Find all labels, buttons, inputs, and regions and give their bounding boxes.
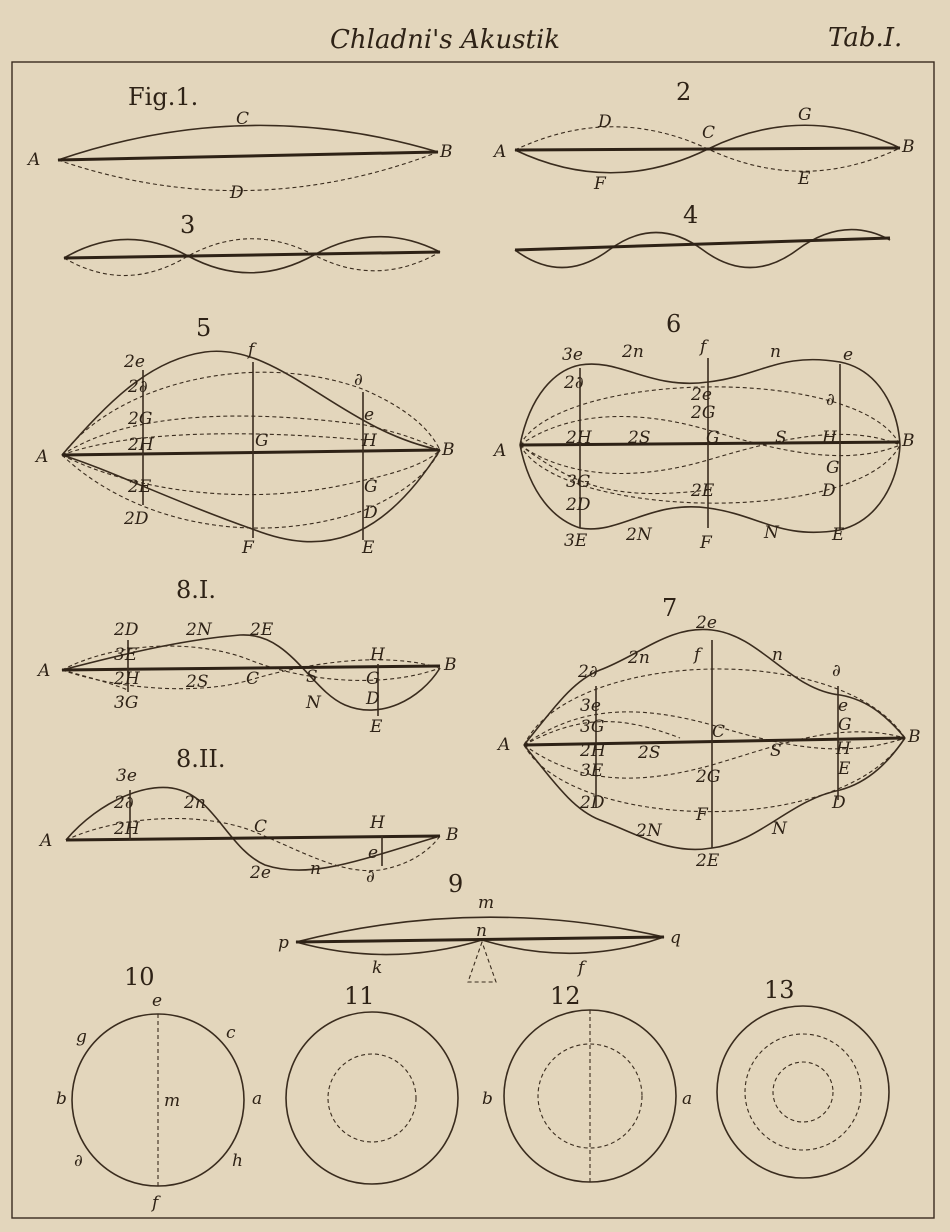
label-D: D (598, 112, 612, 132)
plate-circle (717, 1006, 889, 1178)
nodal-circle-outer (745, 1034, 861, 1150)
label-2S: 2S (628, 428, 651, 448)
label-d: ∂ (832, 661, 841, 681)
label-a: a (252, 1089, 263, 1109)
label-N: N (772, 819, 787, 839)
label-d: ∂ (74, 1151, 83, 1171)
figure-1 (26, 83, 453, 203)
string-line (58, 152, 438, 160)
label-D: D (832, 793, 846, 813)
label-E: E (362, 538, 375, 558)
label-B: B (444, 655, 457, 675)
label-E: E (798, 169, 811, 189)
string-curve-dashed (62, 450, 440, 495)
label-e: e (843, 345, 854, 365)
label-2G: 2G (128, 409, 153, 429)
label-2G: 2G (691, 403, 716, 423)
label-2E: 2E (691, 481, 715, 501)
label-e: e (368, 843, 379, 863)
label-C: C (254, 817, 268, 837)
figure-12 (482, 982, 692, 1182)
label-f: f (694, 645, 701, 665)
plate-border (12, 62, 934, 1218)
label-N: N (764, 523, 779, 543)
label-2e: 2e (691, 385, 712, 405)
figure-8-II (38, 745, 459, 887)
figure-6-number: 6 (666, 310, 682, 338)
label-2H: 2H (114, 819, 140, 839)
figure-7 (496, 594, 921, 871)
label-H: H (822, 428, 837, 448)
label-2d: 2∂ (564, 373, 584, 393)
label-a: a (682, 1089, 693, 1109)
label-2e: 2e (696, 613, 717, 633)
label-E: E (832, 525, 845, 545)
label-D: D (230, 183, 244, 203)
label-e: e (364, 405, 375, 425)
label-H: H (836, 739, 851, 759)
label-A: A (38, 661, 51, 681)
label-C: G (706, 428, 720, 448)
figure-2 (492, 78, 915, 194)
string-curve-dashed (520, 445, 708, 494)
label-B: B (908, 727, 921, 747)
label-3G: 3G (566, 472, 591, 492)
label-e: e (838, 696, 849, 716)
label-2N: 2N (626, 525, 652, 545)
label-3E: 3E (114, 645, 138, 665)
label-k: k (372, 958, 383, 978)
label-G: G (798, 105, 812, 125)
string-curve-upper (62, 351, 440, 455)
label-B: B (442, 440, 455, 460)
string-curve-lower (62, 450, 440, 542)
label-2S: 2S (186, 672, 209, 692)
label-2D: 2D (566, 495, 591, 515)
label-F: F (594, 174, 606, 194)
label-C: C (246, 669, 260, 689)
label-f: f (578, 958, 585, 978)
label-G: G (364, 477, 378, 497)
label-3e: 3e (562, 345, 583, 365)
label-2D: 2D (114, 620, 139, 640)
label-2S: 2S (638, 743, 661, 763)
label-f: f (152, 1193, 159, 1213)
label-D: D (364, 503, 378, 523)
label-3E: 3E (580, 761, 604, 781)
label-A: A (36, 447, 49, 467)
label-G: G (838, 715, 852, 735)
label-e: e (152, 991, 163, 1011)
label-E: E (370, 717, 383, 737)
label-S: S (306, 667, 318, 687)
label-B: B (902, 431, 915, 451)
figure-3-number: 3 (180, 211, 196, 239)
label-A: A (40, 831, 53, 851)
figure-10 (56, 963, 262, 1213)
label-F: F (700, 533, 712, 553)
nodal-circle-inner (773, 1062, 833, 1122)
figure-1-number: Fig.1. (128, 83, 199, 111)
label-N: N (306, 693, 321, 713)
label-2H: 2H (580, 741, 606, 761)
figure-3 (64, 211, 440, 276)
nodal-circle (328, 1054, 416, 1142)
label-G: G (366, 669, 380, 689)
label-b: b (482, 1089, 493, 1109)
label-p: p (278, 933, 289, 953)
label-C: C (236, 109, 250, 129)
label-f: f (700, 337, 707, 357)
figure-12-number: 12 (550, 982, 581, 1010)
label-2G: 2G (696, 767, 721, 787)
figure-9-number: 9 (448, 870, 464, 898)
label-2n: 2n (622, 342, 644, 362)
label-A: A (494, 142, 507, 162)
label-3E: 3E (564, 531, 588, 551)
figure-6 (492, 310, 915, 553)
label-S: S (770, 741, 782, 761)
label-m: m (164, 1091, 181, 1111)
label-m: m (478, 893, 495, 913)
figure-8-I (36, 576, 457, 737)
label-2E: 2E (696, 851, 720, 871)
label-G: G (826, 458, 840, 478)
label-D: D (822, 481, 836, 501)
label-2D: 2D (124, 509, 149, 529)
label-n: n (772, 645, 783, 665)
label-d: ∂ (826, 390, 835, 410)
label-h: h (232, 1151, 243, 1171)
label-2D: 2D (580, 793, 605, 813)
label-B: B (440, 142, 453, 162)
label-E: E (838, 759, 851, 779)
label-c: c (226, 1023, 236, 1043)
label-B: B (446, 825, 459, 845)
string-line (62, 450, 440, 455)
label-n: n (770, 342, 781, 362)
label-2H: 2H (566, 428, 592, 448)
figure-10-number: 10 (124, 963, 155, 991)
figure-9 (278, 870, 681, 982)
support-wedge (468, 942, 496, 982)
label-n: n (310, 859, 321, 879)
label-n: n (476, 921, 487, 941)
figure-4-number: 4 (683, 201, 699, 229)
label-2E: 2E (128, 477, 152, 497)
label-S: S (775, 428, 787, 448)
label-2n: 2n (628, 648, 650, 668)
plate-circle (286, 1012, 458, 1184)
label-2N: 2N (186, 620, 212, 640)
label-3e: 3e (580, 696, 601, 716)
label-q: q (670, 928, 681, 948)
label-H: H (370, 813, 385, 833)
label-3e: 3e (116, 766, 137, 786)
label-3G: 3G (114, 693, 139, 713)
label-2d: 2∂ (128, 377, 148, 397)
label-2H: 2H (128, 435, 154, 455)
label-2H: 2H (114, 669, 140, 689)
string-line (515, 148, 900, 150)
figure-7-number: 7 (662, 594, 678, 622)
string-line (515, 238, 890, 250)
label-g: g (76, 1027, 87, 1047)
label-D: D (366, 689, 380, 709)
string-line (64, 252, 440, 258)
figure-2-number: 2 (676, 78, 692, 106)
string-curve-dashed (62, 416, 440, 455)
label-C: C (712, 722, 726, 742)
plate-number: Tab.I. (828, 23, 903, 53)
label-B: B (902, 137, 915, 157)
figure-8ii-number: 8.II. (176, 745, 226, 773)
figure-4 (515, 201, 890, 268)
label-2e: 2e (124, 352, 145, 372)
label-b: b (56, 1089, 67, 1109)
figure-8i-number: 8.I. (176, 576, 217, 604)
label-F: F (696, 805, 708, 825)
label-C: C (702, 123, 716, 143)
label-C: G (255, 431, 269, 451)
label-2E: 2E (250, 620, 274, 640)
label-f: f (248, 340, 255, 360)
label-A: A (498, 735, 511, 755)
label-F: F (242, 538, 254, 558)
label-2d: 2∂ (578, 662, 598, 682)
label-H: H (362, 431, 377, 451)
figure-5-number: 5 (196, 314, 212, 342)
label-2e: 2e (250, 863, 271, 883)
label-d: ∂ (354, 370, 363, 390)
string-curve-dashed (62, 372, 440, 455)
label-2d: 2∂ (114, 793, 134, 813)
label-d: ∂ (366, 867, 375, 887)
label-A: A (494, 441, 507, 461)
label-H: H (370, 645, 385, 665)
figure-11-number: 11 (344, 982, 375, 1010)
figure-11 (286, 982, 458, 1184)
label-2N: 2N (636, 821, 662, 841)
figure-5 (34, 314, 455, 558)
label-2n: 2n (184, 793, 206, 813)
figure-13 (717, 976, 889, 1178)
label-A: A (28, 150, 41, 170)
plate-title: Chladni's Akustik (330, 25, 561, 55)
figure-13-number: 13 (764, 976, 795, 1004)
label-3G: 3G (580, 717, 605, 737)
